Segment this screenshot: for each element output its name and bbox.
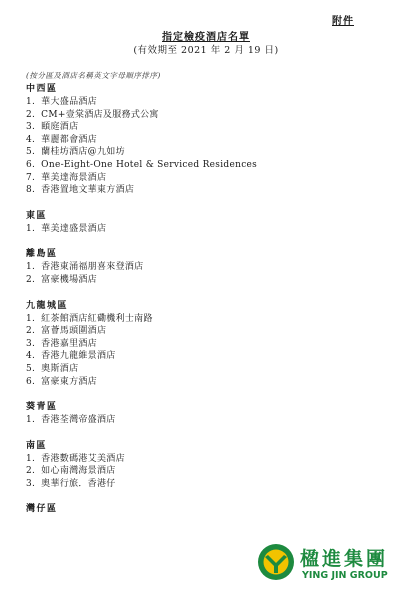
hotel-list-item: [26, 109, 386, 122]
district-section: [26, 210, 386, 236]
hotel-list-item: [26, 338, 386, 351]
hotel-number: 1.: [26, 262, 36, 273]
district-section: [26, 503, 386, 516]
ying-jin-emblem-icon: [256, 542, 296, 582]
hotel-name: 富豪東方酒店: [41, 376, 97, 387]
hotel-name: 富豪機場酒店: [41, 274, 97, 285]
hotel-number: 1.: [26, 223, 36, 234]
validity-date: (有效期至 2021 年 2 月 19 日): [133, 45, 279, 56]
hotel-number: 6.: [26, 159, 36, 170]
district-heading: 南區: [26, 440, 48, 451]
hotel-number: 5.: [26, 363, 36, 374]
hotel-list: [26, 414, 386, 427]
hotel-number: 4.: [26, 351, 36, 362]
hotel-name: 華美達海景酒店: [41, 172, 107, 183]
hotel-list-item: [26, 121, 386, 134]
hotel-name: 奧斯酒店: [41, 363, 79, 374]
district-section: [26, 248, 386, 286]
hotel-list-item: [26, 350, 386, 363]
hotel-number: 7.: [26, 172, 36, 183]
hotel-list: [26, 223, 386, 236]
page-title: 指定檢疫酒店名單: [162, 32, 250, 43]
district-heading: 九龍城區: [26, 300, 69, 311]
hotel-list: [26, 96, 386, 197]
district-listing: [26, 83, 386, 529]
hotel-name: 蘭桂坊酒店@九如坊: [41, 147, 125, 158]
hotel-number: 2.: [26, 274, 36, 285]
hotel-number: 1.: [26, 313, 36, 324]
hotel-name: 奧華行旅．香港仔: [41, 478, 116, 489]
hotel-list-item: [26, 313, 386, 326]
hotel-number: 6.: [26, 376, 36, 387]
hotel-list-item: [26, 184, 386, 197]
hotel-list-item: [26, 134, 386, 147]
district-heading: 中西區: [26, 84, 58, 94]
hotel-name: 如心南灣海景酒店: [41, 466, 116, 477]
district-heading: 葵青區: [26, 402, 58, 413]
hotel-list-item: [26, 376, 386, 389]
hotel-list-item: [26, 363, 386, 376]
company-logo: [256, 540, 406, 590]
sort-note: (按分區及酒店名稱英文字母順序排序): [26, 71, 161, 80]
hotel-list-item: [26, 146, 386, 159]
hotel-number: 2.: [26, 109, 36, 120]
hotel-number: 1.: [26, 453, 36, 464]
hotel-number: 2.: [26, 326, 36, 337]
hotel-name: 華大盛品酒店: [41, 97, 97, 107]
hotel-name: 香港置地文華東方酒店: [41, 185, 135, 196]
hotel-number: 5.: [26, 147, 36, 158]
district-section: [26, 401, 386, 427]
hotel-name: 頤庭酒店: [41, 122, 79, 133]
district-heading: 東區: [26, 210, 48, 221]
logo-english-name: YING JIN GROUP: [302, 570, 388, 581]
hotel-list-item: [26, 414, 386, 427]
hotel-list-item: [26, 172, 386, 185]
hotel-number: 1.: [26, 97, 36, 107]
hotel-number: 2.: [26, 466, 36, 477]
hotel-number: 3.: [26, 478, 36, 489]
hotel-list: [26, 261, 386, 286]
district-heading: 離島區: [26, 249, 58, 260]
hotel-name: 香港東涌福朋喜來登酒店: [41, 262, 144, 273]
hotel-list-item: [26, 465, 386, 478]
hotel-list-item: [26, 325, 386, 338]
district-heading: 灣仔區: [26, 504, 58, 515]
district-section: [26, 300, 386, 389]
hotel-name: 香港荃灣帝盛酒店: [41, 415, 116, 426]
hotel-name: 華麗都會酒店: [41, 134, 97, 145]
hotel-name: 華美達盛景酒店: [41, 223, 107, 234]
district-section: [26, 83, 386, 197]
hotel-name: 香港嘉里酒店: [41, 338, 97, 349]
hotel-name: 富薈馬頭圍酒店: [41, 326, 107, 337]
logo-chinese-name: 楹進集團: [300, 548, 389, 570]
hotel-list: [26, 313, 386, 389]
hotel-number: 3.: [26, 122, 36, 133]
hotel-name: 香港數碼港艾美酒店: [41, 453, 125, 464]
district-section: [26, 440, 386, 491]
hotel-name: One-Eight-One Hotel & Serviced Residences: [41, 159, 258, 170]
hotel-list-item: [26, 159, 386, 172]
hotel-number: 8.: [26, 185, 36, 196]
hotel-name: 紅茶館酒店紅磡機利士南路: [41, 313, 153, 324]
hotel-number: 4.: [26, 134, 36, 145]
annex-label: 附件: [332, 16, 354, 27]
hotel-list-item: [26, 261, 386, 274]
hotel-number: 3.: [26, 338, 36, 349]
hotel-name: 香港九龍維景酒店: [41, 351, 116, 362]
hotel-list: [26, 453, 386, 491]
hotel-list-item: [26, 96, 386, 109]
hotel-list-item: [26, 453, 386, 466]
hotel-list-item: [26, 274, 386, 287]
hotel-list-item: [26, 478, 386, 491]
hotel-list-item: [26, 223, 386, 236]
hotel-name: CM+壹棠酒店及服務式公寓: [41, 109, 159, 120]
hotel-number: 1.: [26, 415, 36, 426]
